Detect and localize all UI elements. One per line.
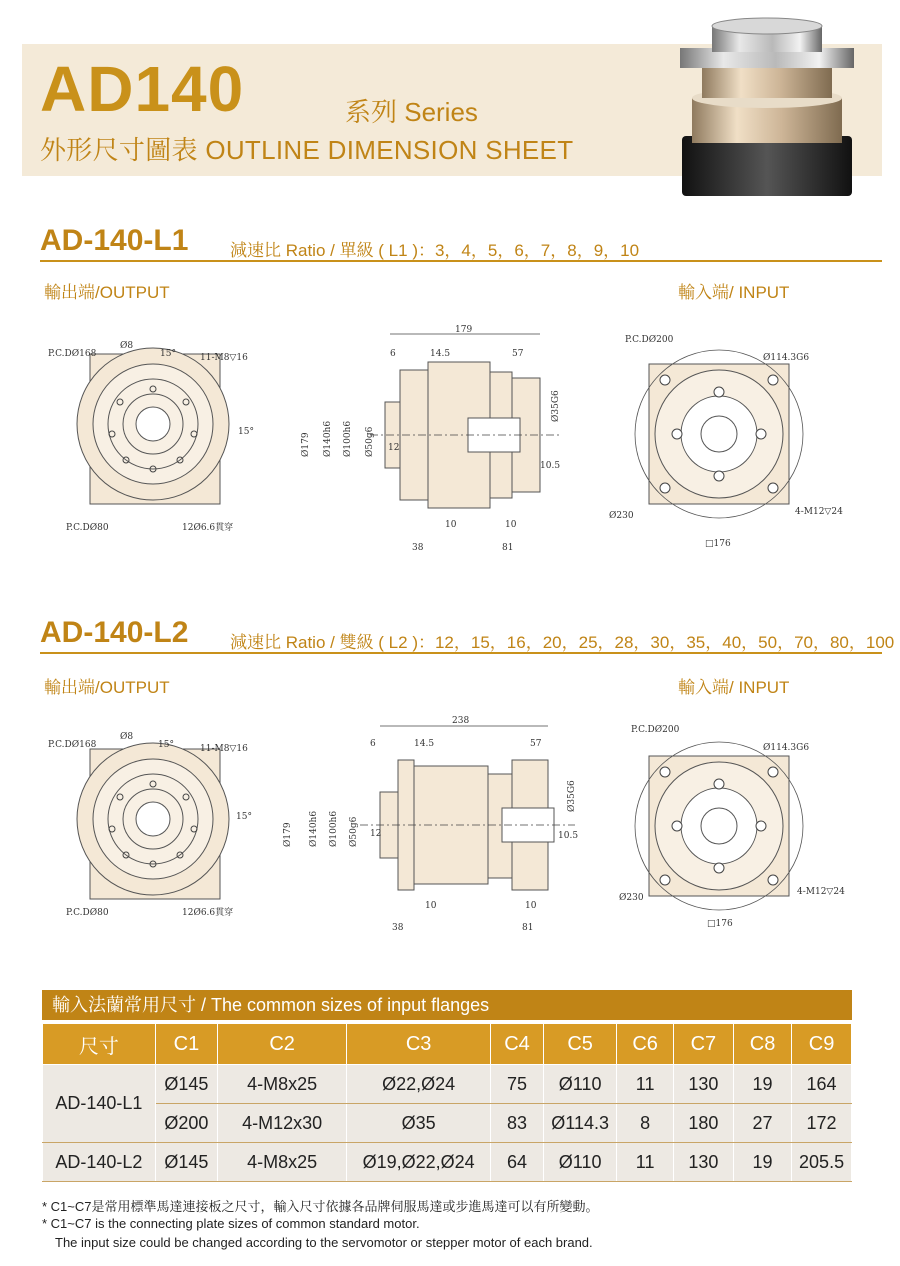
table-cell: Ø145 <box>155 1065 217 1104</box>
table-cell: 83 <box>491 1104 544 1143</box>
table-header-row <box>43 1024 852 1065</box>
section-title-l2: AD-140-L2 <box>40 616 189 649</box>
svg-text:Ø8: Ø8 <box>120 341 134 351</box>
svg-text:P.C.DØ80: P.C.DØ80 <box>66 523 109 533</box>
col-header: C7 <box>673 1024 733 1065</box>
svg-text:12Ø6.6貫穿: 12Ø6.6貫穿 <box>182 523 234 533</box>
svg-text:4-M12▽24: 4-M12▽24 <box>797 887 845 897</box>
svg-text:Ø35G6: Ø35G6 <box>567 780 577 812</box>
col-header: C8 <box>734 1024 792 1065</box>
page-subtitle: 外形尺寸圖表 OUTLINE DIMENSION SHEET <box>40 135 574 165</box>
section-title-l1: AD-140-L1 <box>40 224 189 257</box>
table-cell: Ø35 <box>347 1104 491 1143</box>
svg-text:P.C.DØ80: P.C.DØ80 <box>66 908 109 918</box>
model-title: AD140 <box>40 53 245 125</box>
svg-text:15°: 15° <box>236 812 252 822</box>
output-view-drawing-l1 <box>40 330 270 550</box>
table-cell: 4-M8x25 <box>218 1143 347 1182</box>
svg-text:P.C.DØ200: P.C.DØ200 <box>631 725 680 735</box>
svg-text:6: 6 <box>370 739 376 749</box>
col-header: C3 <box>347 1024 491 1065</box>
svg-text:38: 38 <box>392 923 404 933</box>
footnote-en-1: * C1~C7 is the connecting plate sizes of common standard motor. <box>42 1216 420 1231</box>
svg-text:6: 6 <box>390 349 396 359</box>
svg-text:Ø179: Ø179 <box>301 432 311 457</box>
table-cell: 205.5 <box>792 1143 852 1182</box>
table-cell: 19 <box>734 1065 792 1104</box>
table-cell: Ø114.3 <box>543 1104 617 1143</box>
gearbox-photo <box>672 8 862 204</box>
input-view-drawing-l2 <box>605 720 865 935</box>
ratio-l1: 減速比 Ratio / 單級 ( L1 )：3，4，5，6，7，8，9，10 <box>230 241 640 260</box>
side-view-drawing-l2 <box>270 712 590 947</box>
footnote-en-2: The input size could be changed according to the servomotor or stepper motor of each brand. <box>55 1235 593 1250</box>
footnote-zh: * C1~C7是常用標準馬達連接板之尺寸，輸入尺寸依據各品牌伺服馬達或步進馬達可以有所變動。 <box>42 1199 599 1214</box>
table-cell: 4-M8x25 <box>218 1065 347 1104</box>
input-label-l1: 輸入端/ INPUT <box>678 283 790 302</box>
svg-text:Ø230: Ø230 <box>609 511 634 521</box>
svg-text:57: 57 <box>512 349 524 359</box>
svg-text:10: 10 <box>425 901 437 911</box>
series-label: 系列 Series <box>345 97 478 127</box>
input-label-l2: 輸入端/ INPUT <box>678 678 790 697</box>
col-header: C1 <box>155 1024 217 1065</box>
svg-text:Ø50g6: Ø50g6 <box>349 816 359 847</box>
svg-text:11-M8▽16: 11-M8▽16 <box>200 744 248 754</box>
table-cell: 8 <box>617 1104 673 1143</box>
svg-text:12: 12 <box>388 443 400 453</box>
svg-text:Ø100h6: Ø100h6 <box>329 810 339 847</box>
col-header: C2 <box>218 1024 347 1065</box>
table-cell: Ø110 <box>543 1143 617 1182</box>
model-cell: AD-140-L2 <box>43 1143 156 1182</box>
flange-sizes-table <box>42 1023 852 1182</box>
table-row <box>43 1065 852 1104</box>
svg-text:□176: □176 <box>707 919 733 929</box>
col-header: C4 <box>491 1024 544 1065</box>
svg-text:38: 38 <box>412 543 424 553</box>
svg-text:Ø114.3G6: Ø114.3G6 <box>763 743 810 753</box>
svg-text:P.C.DØ200: P.C.DØ200 <box>625 335 674 345</box>
output-view-drawing-l2 <box>40 725 270 945</box>
table-cell: 11 <box>617 1065 673 1104</box>
svg-text:81: 81 <box>502 543 514 553</box>
svg-text:15°: 15° <box>158 740 174 750</box>
svg-text:Ø50g6: Ø50g6 <box>365 426 375 457</box>
svg-text:10: 10 <box>505 520 517 530</box>
table-cell: 180 <box>673 1104 733 1143</box>
section-divider <box>40 260 882 262</box>
svg-text:10.5: 10.5 <box>558 831 579 841</box>
table-cell: 64 <box>491 1143 544 1182</box>
svg-text:238: 238 <box>452 716 470 726</box>
col-header: C9 <box>792 1024 852 1065</box>
table-cell: 4-M12x30 <box>218 1104 347 1143</box>
ratio-l2: 減速比 Ratio / 雙級 ( L2 )：12，15，16，20，25，28，30，35，40，50，70，80，100 <box>230 633 895 652</box>
table-cell: 130 <box>673 1143 733 1182</box>
col-header: C5 <box>543 1024 617 1065</box>
input-view-drawing-l1 <box>605 328 865 553</box>
svg-text:Ø230: Ø230 <box>619 893 644 903</box>
svg-text:Ø179: Ø179 <box>283 822 293 847</box>
svg-text:□176: □176 <box>705 539 731 549</box>
table-cell: 172 <box>792 1104 852 1143</box>
svg-text:14.5: 14.5 <box>414 739 435 749</box>
svg-text:81: 81 <box>522 923 534 933</box>
table-cell: Ø19,Ø22,Ø24 <box>347 1143 491 1182</box>
table-cell: Ø145 <box>155 1143 217 1182</box>
svg-text:15°: 15° <box>160 349 176 359</box>
svg-text:Ø8: Ø8 <box>120 732 134 742</box>
svg-text:Ø140h6: Ø140h6 <box>309 810 319 847</box>
svg-text:10: 10 <box>525 901 537 911</box>
svg-text:12: 12 <box>370 829 382 839</box>
table-cell: 164 <box>792 1065 852 1104</box>
svg-text:15°: 15° <box>238 427 254 437</box>
svg-text:10: 10 <box>445 520 457 530</box>
table-cell: Ø110 <box>543 1065 617 1104</box>
svg-text:12Ø6.6貫穿: 12Ø6.6貫穿 <box>182 908 234 918</box>
col-header: 尺寸 <box>43 1024 156 1065</box>
table-row <box>43 1104 852 1143</box>
model-cell: AD-140-L1 <box>43 1065 156 1143</box>
table-cell: 75 <box>491 1065 544 1104</box>
table-row <box>43 1143 852 1182</box>
svg-text:Ø114.3G6: Ø114.3G6 <box>763 353 810 363</box>
table-cell: 11 <box>617 1143 673 1182</box>
table-cell: 130 <box>673 1065 733 1104</box>
svg-text:57: 57 <box>530 739 542 749</box>
output-label-l1: 輸出端/OUTPUT <box>44 283 170 302</box>
svg-text:Ø100h6: Ø100h6 <box>343 420 353 457</box>
table-cell: 19 <box>734 1143 792 1182</box>
section-divider <box>40 652 882 654</box>
table-cell: Ø22,Ø24 <box>347 1065 491 1104</box>
output-label-l2: 輸出端/OUTPUT <box>44 678 170 697</box>
svg-text:4-M12▽24: 4-M12▽24 <box>795 507 843 517</box>
side-view-drawing-l1 <box>290 322 580 562</box>
svg-text:11-M8▽16: 11-M8▽16 <box>200 353 248 363</box>
svg-text:179: 179 <box>455 325 473 335</box>
svg-text:14.5: 14.5 <box>430 349 451 359</box>
table-cell: 27 <box>734 1104 792 1143</box>
table-cell: Ø200 <box>155 1104 217 1143</box>
svg-text:P.C.DØ168: P.C.DØ168 <box>48 740 97 750</box>
col-header: C6 <box>617 1024 673 1065</box>
svg-text:P.C.DØ168: P.C.DØ168 <box>48 349 97 359</box>
svg-text:10.5: 10.5 <box>540 461 561 471</box>
svg-text:Ø35G6: Ø35G6 <box>551 390 561 422</box>
svg-text:Ø140h6: Ø140h6 <box>323 420 333 457</box>
table-title: 輸入法蘭常用尺寸 / The common sizes of input flanges <box>42 990 852 1020</box>
